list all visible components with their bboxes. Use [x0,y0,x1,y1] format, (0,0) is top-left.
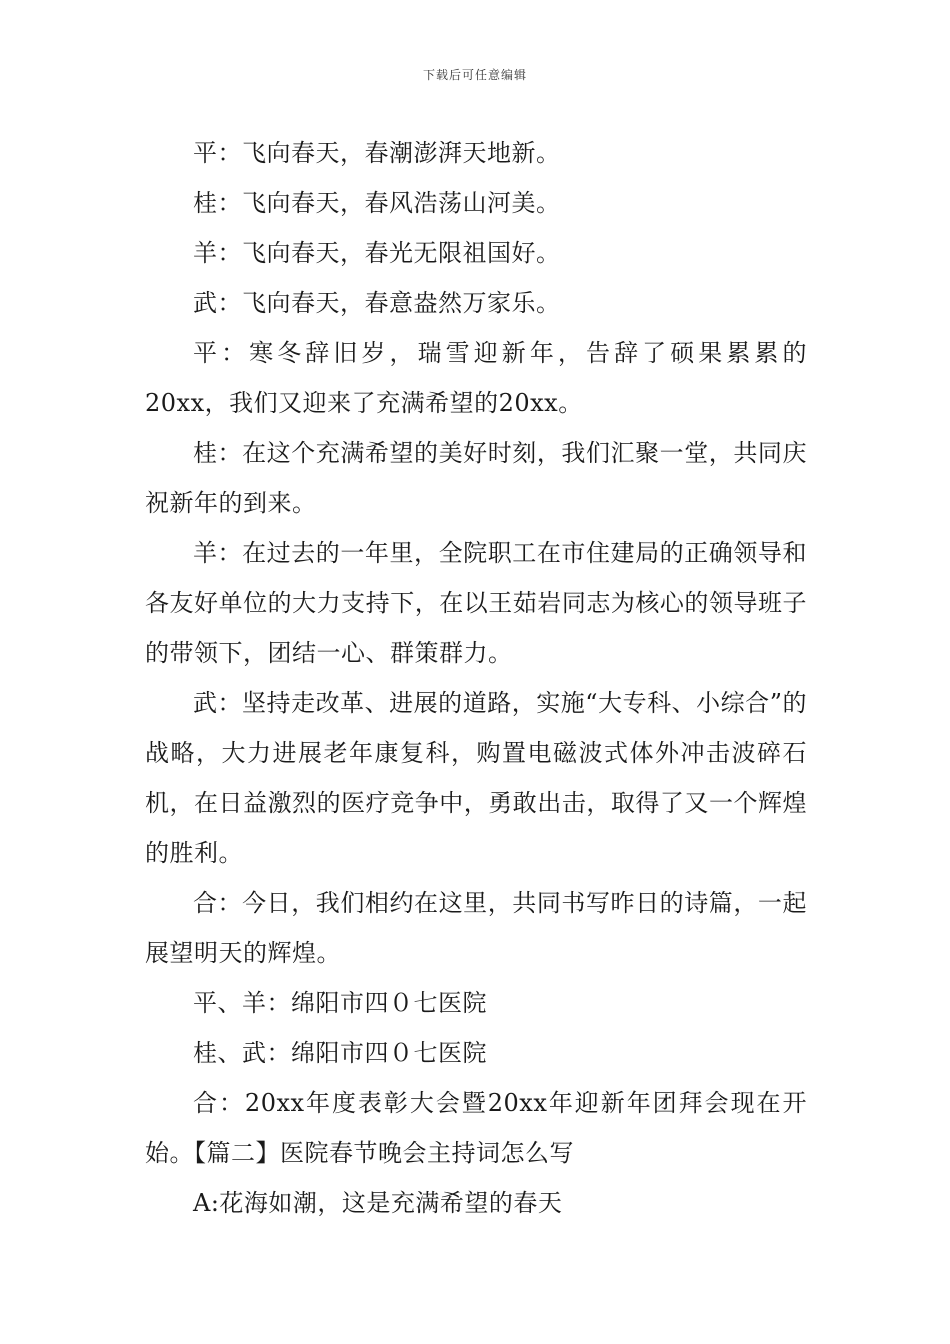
document-body [145,128,807,1228]
paragraph: A:花海如潮，这是充满希望的春天 [193,1189,563,1217]
paragraph: 羊：飞向春天，春光无限祖国好。 [193,239,561,267]
paragraph: 合：20xx年度表彰大会暨20xx年迎新年团拜会现在开始。【篇二】医院春节晚会主持词怎么写 [145,1089,807,1167]
paragraph: 平、羊：绵阳市四０七医院 [193,989,487,1017]
paragraph: 桂：飞向春天，春风浩荡山河美。 [193,189,561,217]
paragraph: 平：飞向春天，春潮澎湃天地新。 [193,139,561,167]
paragraph: 武：飞向春天，春意盎然万家乐。 [193,289,561,317]
paragraph: 平：寒冬辞旧岁，瑞雪迎新年，告辞了硕果累累的20xx，我们又迎来了充满希望的20xx。 [145,339,807,417]
paragraph: 合：今日，我们相约在这里，共同书写昨日的诗篇，一起展望明天的辉煌。 [145,889,807,967]
paragraph: 武：坚持走改革、进展的道路，实施“大专科、小综合”的战略，大力进展老年康复科，购置电磁波式体外冲击波碎石机，在日益激烈的医疗竞争中，勇敢出击，取得了又一个辉煌的胜利。 [145,689,807,867]
paragraph: 桂：在这个充满希望的美好时刻，我们汇聚一堂，共同庆祝新年的到来。 [145,439,807,517]
paragraph: 羊：在过去的一年里，全院职工在市住建局的正确领导和各友好单位的大力支持下，在以王茹岩同志为核心的领导班子的带领下，团结一心、群策群力。 [145,539,807,667]
paragraph: 桂、武：绵阳市四０七医院 [193,1039,487,1067]
page-header: 下载后可任意编辑 [422,68,527,82]
